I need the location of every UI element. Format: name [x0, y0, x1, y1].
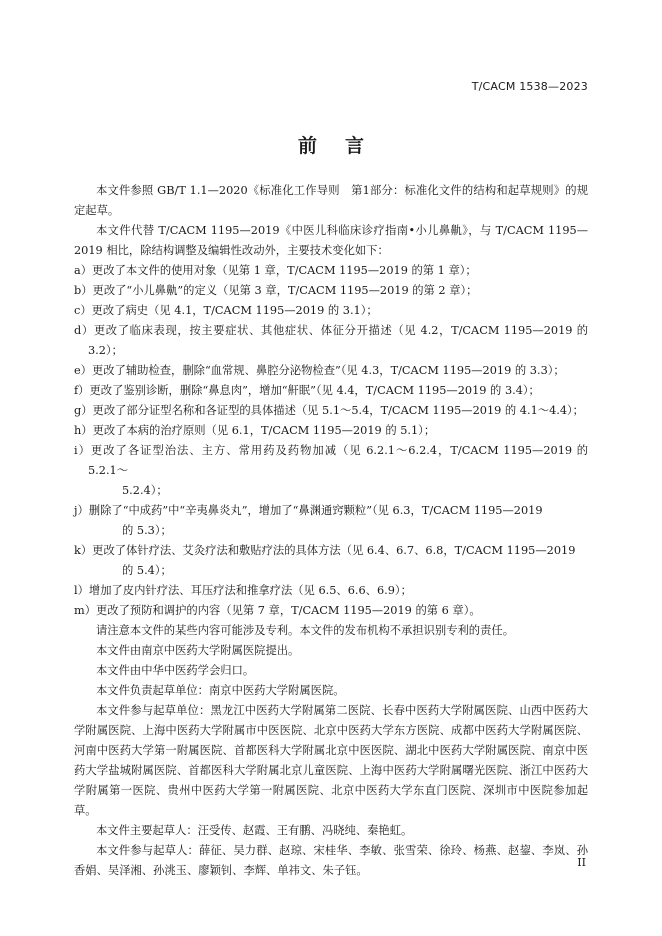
list-item [74, 281, 588, 301]
list-item [74, 441, 588, 501]
list-item-text: f）更改了鉴别诊断，删除“鼻息肉”，增加“鼾眠”（见 4.4，T/CACM 1195—2019 的 3.4）； [74, 384, 540, 397]
list-item [74, 261, 588, 281]
list-item [74, 381, 588, 401]
list-item [74, 361, 588, 381]
lead-drafter-unit: 本文件负责起草单位：南京中医药大学附属医院。 [96, 684, 345, 697]
administrator-statement: 本文件由中华中医药学会归口。 [96, 664, 255, 677]
participating-units: 本文件参与起草单位：黑龙江中医药大学附属第二医院、长春中医药大学附属医院、山西中医药大学附属医院、上海中医药大学附属市中医医院、北京中医药大学东方医院、成都中医药大学附属医院、河南中医药大学第一附属医院、首都医科大学附属北京中医医院、湖北中医药大学附属医院、南京中医药大学盐城附属医院、首都医科大学附属北京儿童医院、上海中医药大学附属曙光医院、浙江中医药大学附属第一医院、贵州中医药大学第一附属医院、北京中医药大学东直门医院、深圳市中医院参加起草。 [74, 704, 588, 817]
page-number: II [577, 856, 586, 869]
list-item-text: j）删除了“中成药”中“辛夷鼻炎丸”，增加了“鼻渊通窍颗粒”（见 6.3，T/CACM 1195—2019 [74, 504, 543, 517]
list-item [74, 501, 588, 541]
document-id: T/CACM 1538—2023 [471, 80, 588, 93]
main-drafters: 本文件主要起草人：汪受传、赵霞、王有鹏、冯晓纯、秦艳虹。 [96, 824, 413, 837]
list-item-continuation: 的 5.3）； [122, 524, 172, 537]
paragraph: 本文件代替 T/CACM 1195—2019《中医儿科临床诊疗指南•小儿鼻鼽》，与 T/CACM 1195—2019 相比，除结构调整及编辑性改动外，主要技术变化如下： [74, 224, 588, 257]
list-item-text: c）更改了病史（见 4.1，T/CACM 1195—2019 的 3.1）； [74, 304, 378, 317]
list-item [74, 421, 588, 441]
list-item-text: k）更改了体针疗法、艾灸疗法和敷贴疗法的具体方法（见 6.4、6.7、6.8，T/CACM 1195—2019 [74, 544, 576, 557]
list-item [74, 301, 588, 321]
list-item-text: a）更改了本文件的使用对象（见第 1 章，T/CACM 1195—2019 的第 1 章）； [74, 264, 477, 277]
list-item [74, 541, 588, 581]
list-item-text: g）更改了部分证型名称和各证型的具体描述（见 5.1～5.4，T/CACM 1195—2019 的 4.1～4.4）； [74, 404, 584, 417]
patent-notice: 请注意本文件的某些内容可能涉及专利。本文件的发布机构不承担识别专利的责任。 [96, 624, 514, 637]
list-item-continuation: 5.2.4）； [122, 484, 168, 497]
change-list [74, 261, 588, 621]
list-item-text: d）更改了临床表现，按主要症状、其他症状、体征分开描述（见 4.2，T/CACM 1195—2019 的 3.2）； [74, 324, 588, 357]
list-item-text: m）更改了预防和调护的内容（见第 7 章，T/CACM 1195—2019 的第 6 章）。 [74, 604, 481, 617]
list-item-text: h）更改了本病的治疗原则（见 6.1，T/CACM 1195—2019 的 5.1）； [74, 424, 436, 437]
list-item [74, 581, 588, 601]
proposer-statement: 本文件由南京中医药大学附属医院提出。 [96, 644, 300, 657]
list-item [74, 321, 588, 361]
document-body [74, 181, 588, 881]
page-title: 前言 [297, 135, 392, 157]
list-item [74, 601, 588, 621]
list-item [74, 401, 588, 421]
list-item-text: l）增加了皮内针疗法、耳压疗法和推拿疗法（见 6.5、6.6、6.9）； [74, 584, 412, 597]
list-item-text: e）更改了辅助检查，删除“血常规、鼻腔分泌物检查”（见 4.3，T/CACM 1195—2019 的 3.3）； [74, 364, 565, 377]
participating-drafters: 本文件参与起草人：薛征、吴力群、赵琼、宋桂华、李敏、张雪荣、徐玲、杨燕、赵鋆、李岚、孙香娟、吴泽湘、孙洮玉、廖颖钊、李辉、单祎文、朱子钰。 [74, 844, 588, 877]
paragraph: 本文件参照 GB/T 1.1—2020《标准化工作导则 第1部分：标准化文件的结构和起草规则》的规定起草。 [74, 184, 588, 217]
list-item-text: i）更改了各证型治法、主方、常用药及药物加减（见 6.2.1～6.2.4，T/CACM 1195—2019 的 5.2.1～ [74, 444, 588, 477]
list-item-continuation: 的 5.4）； [122, 564, 172, 577]
list-item-text: b）更改了“小儿鼻鼽”的定义（见第 3 章，T/CACM 1195—2019 的第 2 章）； [74, 284, 478, 297]
